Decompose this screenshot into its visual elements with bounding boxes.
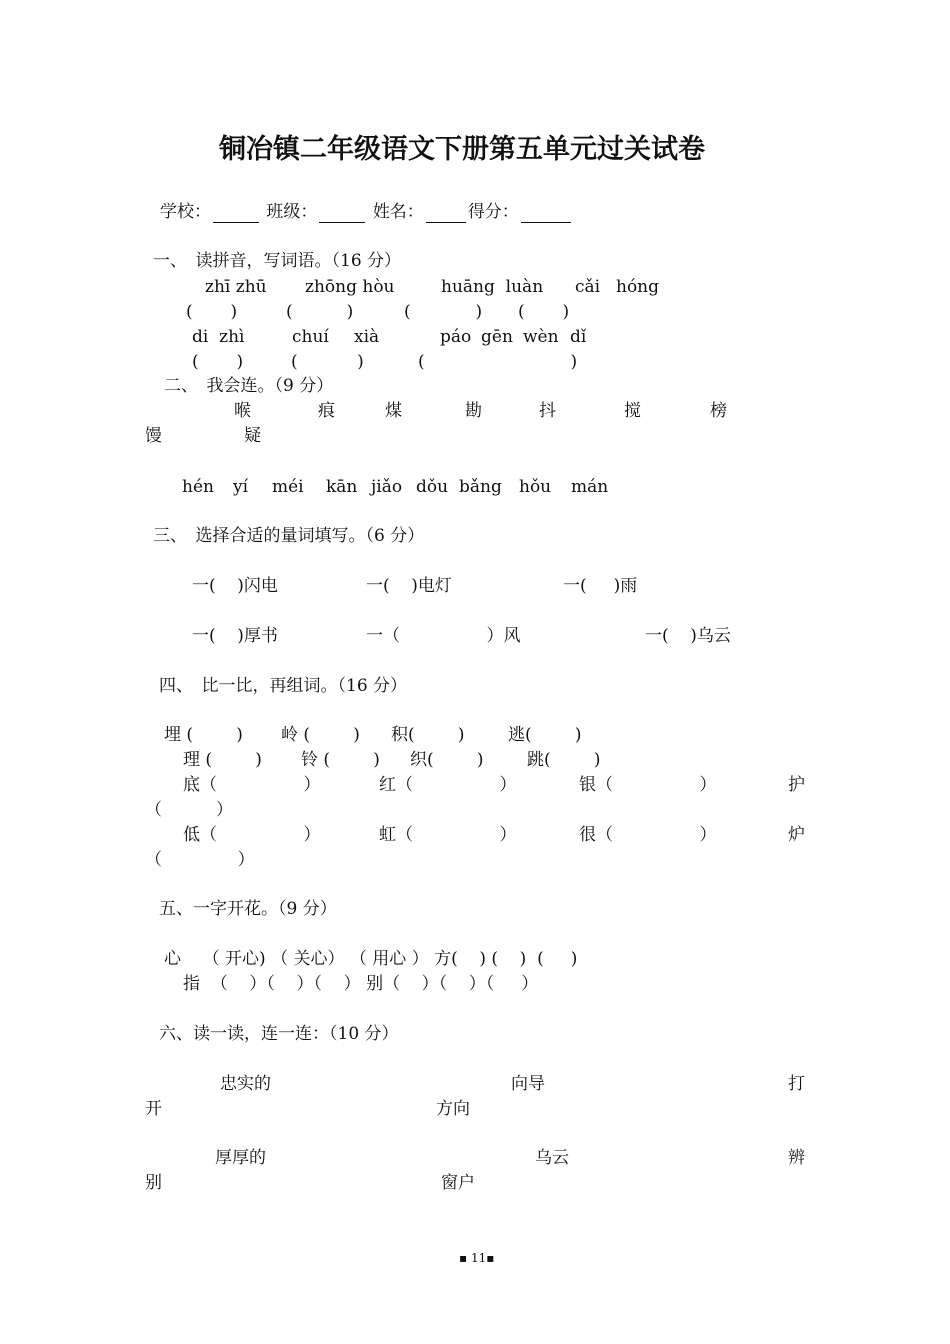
char: 抖 xyxy=(539,401,556,421)
answer-blank[interactable]: （ ） xyxy=(396,825,517,845)
compare-item: 逃( ) xyxy=(508,725,582,745)
pinyin: wèn xyxy=(523,327,559,347)
pinyin: huāng luàn xyxy=(441,277,544,297)
char: 喉 xyxy=(234,401,251,421)
compare-item: 虹（ ） xyxy=(379,825,517,845)
answer-blank[interactable]: ( ) xyxy=(186,302,238,322)
pinyin: zhī zhū xyxy=(205,277,267,297)
pinyin: mán xyxy=(571,477,609,497)
answer-blank[interactable]: （ ） xyxy=(145,800,234,820)
link-item: 别 xyxy=(145,1173,162,1193)
section-2-heading: 二、 我会连。（9 分） xyxy=(164,376,334,396)
answer-blank[interactable]: ( ) xyxy=(418,352,578,372)
measure-item: 一( )乌云 xyxy=(645,626,731,646)
answer-blank[interactable]: ( ) xyxy=(518,302,570,322)
link-item: 开 xyxy=(145,1099,162,1119)
info-line xyxy=(160,201,573,223)
link-item: 方向 xyxy=(436,1099,470,1119)
compare-item: 积( ) xyxy=(391,725,465,745)
section-3-heading: 三、 选择合适的量词填写。（6 分） xyxy=(153,526,425,546)
pinyin: páo xyxy=(440,327,472,347)
compare-item: 低（ ） xyxy=(183,825,321,845)
pinyin: jiǎo xyxy=(371,477,403,497)
char: 搅 xyxy=(624,401,641,421)
answer-blank[interactable]: ( ) xyxy=(286,302,354,322)
class-label: 班级： xyxy=(266,202,318,222)
compare-char: 炉 xyxy=(788,825,805,845)
pinyin: zhōng hòu xyxy=(305,277,395,297)
name-label: 姓名： xyxy=(372,202,424,222)
name-blank[interactable] xyxy=(426,204,466,223)
pinyin: chuí xyxy=(292,327,329,347)
answer-blank[interactable]: ( ) xyxy=(192,352,244,372)
compare-item: 很（ ） xyxy=(579,825,717,845)
answer-blank[interactable]: ( ) xyxy=(544,750,601,770)
link-item: 忠实的 xyxy=(220,1074,271,1094)
measure-item: 一( )闪电 xyxy=(192,576,278,596)
compare-item: 跳( ) xyxy=(527,750,601,770)
link-item: 乌云 xyxy=(535,1148,569,1168)
pinyin: dǐ xyxy=(570,327,587,347)
measure-item: 一（ ）风 xyxy=(366,626,521,646)
score-blank[interactable] xyxy=(521,204,571,223)
pinyin: cǎi xyxy=(575,277,601,297)
answer-blank[interactable]: ( ) xyxy=(662,626,697,646)
answer-blank[interactable]: ( ) xyxy=(408,725,465,745)
char: 勘 xyxy=(465,401,482,421)
answer-blank[interactable]: ( ) xyxy=(580,576,621,596)
pinyin: kān xyxy=(326,477,358,497)
measure-item: 一( )电灯 xyxy=(366,576,452,596)
char: 馒 xyxy=(145,426,162,446)
answer-blank[interactable]: （ ） xyxy=(200,775,321,795)
answer-blank[interactable]: ( ) xyxy=(291,352,364,372)
compare-item: 银（ ） xyxy=(579,775,717,795)
answer-blank[interactable]: ( ) xyxy=(525,725,582,745)
page-number: ▪ 11▪ xyxy=(459,1251,495,1265)
char: 痕 xyxy=(318,401,335,421)
answer-blank[interactable]: ( ) xyxy=(383,576,418,596)
pinyin: méi xyxy=(272,477,304,497)
section-1-heading: 一、 读拼音，写词语。（16 分） xyxy=(153,251,402,271)
compare-item: 理 ( ) xyxy=(183,750,262,770)
flower-row: 心 （ 开心) （ 关心） （ 用心 ） 方( ) ( ) ( ) xyxy=(164,949,578,969)
score-label: 得分： xyxy=(467,202,519,222)
pinyin: bǎng xyxy=(459,477,502,497)
compare-item: 埋 ( ) xyxy=(164,725,243,745)
answer-blank[interactable]: ( ) xyxy=(427,750,484,770)
answer-blank[interactable]: ( ) xyxy=(209,626,244,646)
answer-blank[interactable]: ( ) xyxy=(209,576,244,596)
link-item: 向导 xyxy=(511,1074,545,1094)
pinyin: dǒu xyxy=(416,477,449,497)
flower-row: 指 （ ）（ ）（ ） 别（ ）（ ）（ ） xyxy=(183,974,539,994)
answer-blank[interactable]: （ ） xyxy=(383,626,504,646)
pinyin: yí xyxy=(233,477,249,497)
link-item: 窗户 xyxy=(441,1173,475,1193)
answer-blank[interactable]: ( ) xyxy=(205,750,262,770)
pinyin: di zhì xyxy=(192,327,245,347)
compare-item: 底（ ） xyxy=(183,775,321,795)
class-blank[interactable] xyxy=(319,204,365,223)
answer-blank[interactable]: （ ） xyxy=(200,825,321,845)
char: 疑 xyxy=(244,426,261,446)
answer-blank[interactable]: ( ) xyxy=(303,725,360,745)
pinyin: gēn xyxy=(481,327,513,347)
section-4-heading: 四、 比一比，再组词。（16 分） xyxy=(159,676,408,696)
pinyin: xià xyxy=(354,327,380,347)
compare-char: 护 xyxy=(788,775,805,795)
link-item: 打 xyxy=(788,1074,805,1094)
answer-blank[interactable]: ( ) xyxy=(323,750,380,770)
pinyin: hóng xyxy=(616,277,660,297)
char: 榜 xyxy=(710,401,727,421)
page-title: 铜冶镇二年级语文下册第五单元过关试卷 xyxy=(219,134,705,165)
answer-blank[interactable]: （ ） xyxy=(596,825,717,845)
char: 煤 xyxy=(385,401,402,421)
answer-blank[interactable]: ( ) xyxy=(186,725,243,745)
pinyin: hǒu xyxy=(519,477,552,497)
answer-blank[interactable]: （ ） xyxy=(596,775,717,795)
school-label: 学校： xyxy=(160,202,211,222)
compare-item: 红（ ） xyxy=(379,775,517,795)
pinyin: hén xyxy=(182,477,214,497)
answer-blank[interactable]: ( ) xyxy=(404,302,483,322)
answer-blank[interactable]: （ ） xyxy=(396,775,517,795)
compare-item: 铃 ( ) xyxy=(301,750,380,770)
compare-item: 岭 ( ) xyxy=(281,725,360,745)
section-5-heading: 五、一字开花。（9 分） xyxy=(159,899,337,919)
measure-item: 一( )雨 xyxy=(563,576,638,596)
link-item: 辨 xyxy=(788,1148,805,1168)
section-6-heading: 六、读一读，连一连：（10 分） xyxy=(159,1024,399,1044)
link-item: 厚厚的 xyxy=(215,1148,266,1168)
compare-item: 织( ) xyxy=(410,750,484,770)
school-blank[interactable] xyxy=(213,204,259,223)
answer-blank[interactable]: （ ） xyxy=(145,850,255,870)
measure-item: 一( )厚书 xyxy=(192,626,278,646)
